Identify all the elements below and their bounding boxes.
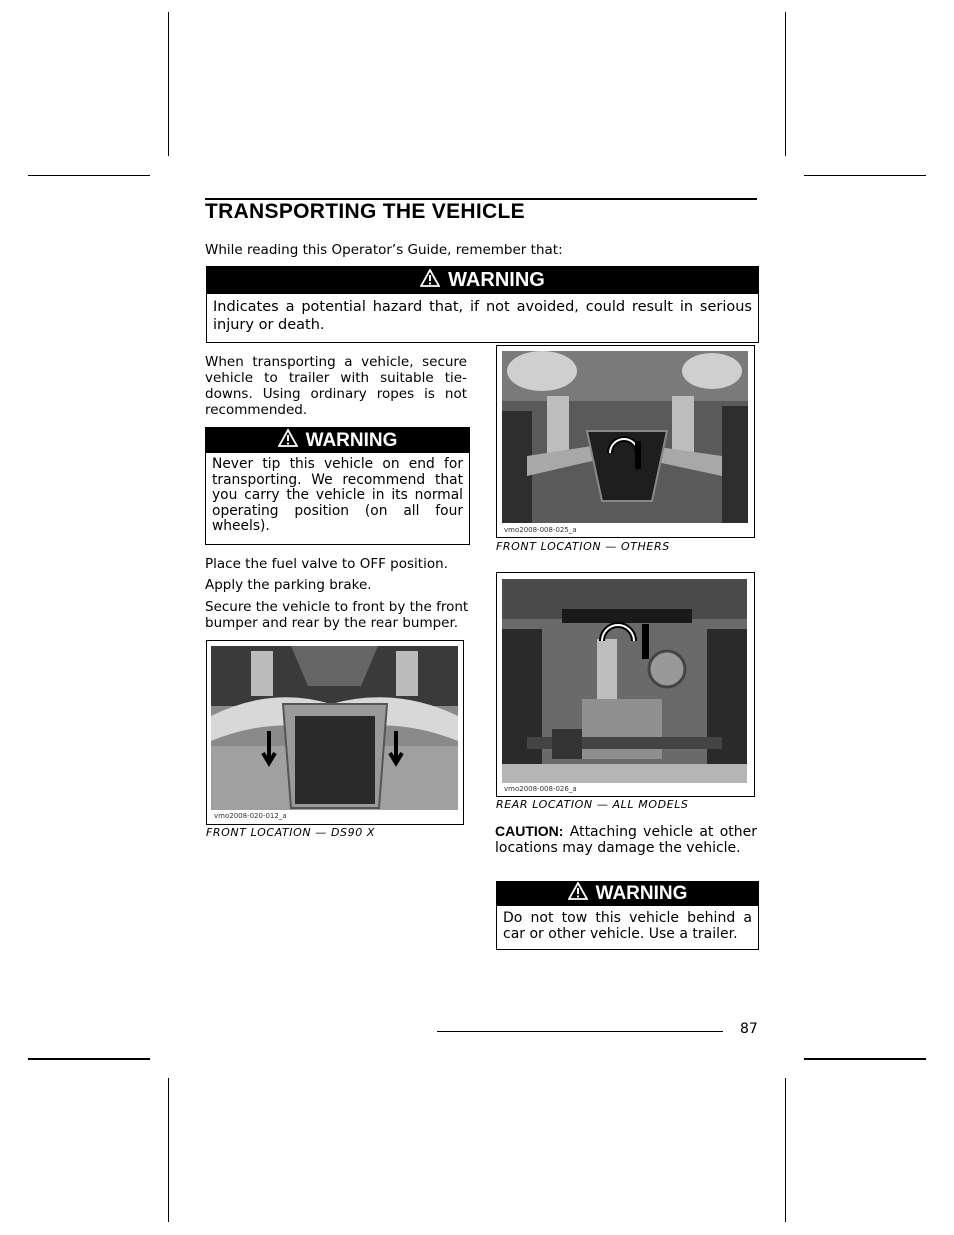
warning-text: Never tip this vehicle on end for transporting. We recommend that you carry the vehicle in its normal operating position (on all four wheels). <box>212 456 463 534</box>
figure-caption: FRONT LOCATION — OTHERS <box>496 540 670 553</box>
crop-mark <box>28 175 150 176</box>
figure-caption: REAR LOCATION — ALL MODELS <box>496 798 689 811</box>
caution-note <box>495 823 757 856</box>
page-number: 87 <box>740 1021 758 1037</box>
warning-triangle-icon <box>278 429 298 453</box>
warning-triangle-icon <box>420 269 440 293</box>
warning-label: WARNING <box>595 883 688 904</box>
crop-mark <box>785 12 786 156</box>
crop-mark <box>785 1078 786 1222</box>
footer-rule <box>437 1031 723 1032</box>
figure-id: vmo2008-008-026_a <box>504 785 577 793</box>
figure-front-others <box>496 345 755 538</box>
warning-header <box>206 428 469 453</box>
parking-brake-text: Apply the parking brake. <box>205 577 372 593</box>
warning-header <box>497 882 758 906</box>
caution-label: CAUTION: <box>495 823 564 839</box>
warning-tipping <box>205 427 470 545</box>
warning-text: Indicates a potential hazard that, if not avoided, could result in serious injury or death. <box>213 299 752 333</box>
caution-text: Attaching vehicle at other locations may damage the vehicle. <box>495 824 758 856</box>
secure-text: Secure the vehicle to front by the front bumper and rear by the rear bumper. <box>205 599 469 631</box>
crop-mark <box>804 1058 926 1060</box>
warning-text: Do not tow this vehicle behind a car or other vehicle. Use a trailer. <box>503 910 752 942</box>
figure-front-ds90 <box>206 640 464 825</box>
rear-bumper-photo <box>502 579 747 783</box>
figure-id: vmo2008-008-025_a <box>504 526 577 534</box>
front-bumper-photo <box>211 646 458 810</box>
front-location-photo <box>502 351 748 523</box>
warning-label: WARNING <box>448 269 545 291</box>
warning-towing <box>496 881 759 950</box>
figure-rear <box>496 572 755 797</box>
warning-triangle-icon <box>568 882 588 906</box>
figure-caption: FRONT LOCATION — DS90 X <box>206 826 376 839</box>
intro-text: While reading this Operator’s Guide, remember that: <box>205 242 563 258</box>
tie-downs-text: When transporting a vehicle, secure vehicle to trailer with suitable tie-downs. Using ordinary ropes is not recommended. <box>205 354 467 418</box>
crop-mark <box>168 12 169 156</box>
fuel-valve-text: Place the fuel valve to OFF position. <box>205 556 448 572</box>
warning-header <box>207 267 758 294</box>
crop-mark <box>28 1058 150 1060</box>
crop-mark <box>804 175 926 176</box>
warning-label: WARNING <box>305 429 398 451</box>
warning-general <box>206 266 759 343</box>
figure-id: vmo2008-020-012_a <box>214 812 287 820</box>
crop-mark <box>168 1078 169 1222</box>
page-title: TRANSPORTING THE VEHICLE <box>205 200 525 223</box>
